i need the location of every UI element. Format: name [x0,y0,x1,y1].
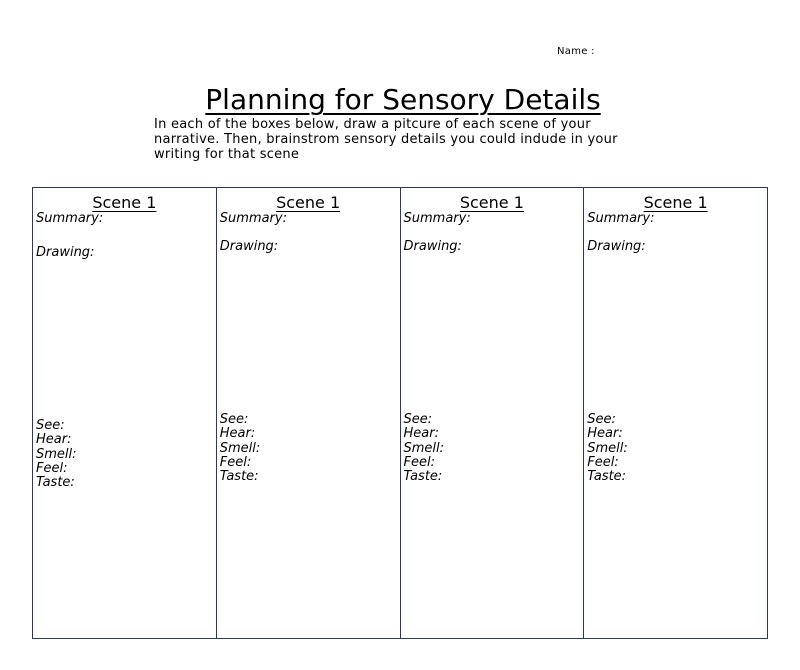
see-label: See: [219,412,249,427]
scene-heading: Scene 1 [643,193,708,212]
senses-list [220,413,261,484]
taste-label: Taste: [587,469,627,485]
scene-column-4[interactable] [584,188,767,638]
scene-heading: Scene 1 [276,193,341,212]
taste-label: Taste: [36,475,75,491]
taste-label: Taste: [219,469,259,485]
see-label: See: [36,418,65,433]
feel-label: Feel: [587,454,619,470]
smell-label: Smell: [219,440,261,456]
hear-label: Hear: [587,426,623,442]
scene-table [32,187,768,639]
feel-label: Feel: [403,454,435,470]
feel-label: Feel: [219,454,252,470]
scene-heading: Scene 1 [92,193,157,212]
hear-label: Hear: [219,426,256,442]
hear-label: Hear: [403,426,439,442]
see-label: See: [403,412,433,427]
see-label: See: [587,412,616,427]
summary-label: Summary: [36,211,104,226]
scene-column-3[interactable] [401,188,585,638]
drawing-label: Drawing: [36,245,95,260]
smell-label: Smell: [403,440,445,456]
summary-label: Summary: [219,211,287,226]
drawing-label: Drawing: [587,239,646,254]
scene-column-1[interactable] [33,188,217,638]
feel-label: Feel: [36,460,68,476]
smell-label: Smell: [587,440,628,456]
senses-list [404,413,445,484]
instructions-text: In each of the boxes below, draw a pitcure of each scene of your narrative. Then, brainstrom sensory details you could indude in your writing for that scene [154,117,618,162]
hear-label: Hear: [36,432,72,448]
senses-list [587,413,628,484]
drawing-label: Drawing: [403,239,462,254]
summary-label: Summary: [587,211,655,226]
smell-label: Smell: [36,446,77,462]
scene-heading: Scene 1 [459,193,524,212]
scene-column-2[interactable] [217,188,401,638]
summary-label: Summary: [403,211,471,226]
taste-label: Taste: [403,469,443,485]
drawing-label: Drawing: [219,239,279,254]
name-label: Name : [557,46,595,57]
senses-list [36,419,77,490]
page-title: Planning for Sensory Details [205,83,601,116]
